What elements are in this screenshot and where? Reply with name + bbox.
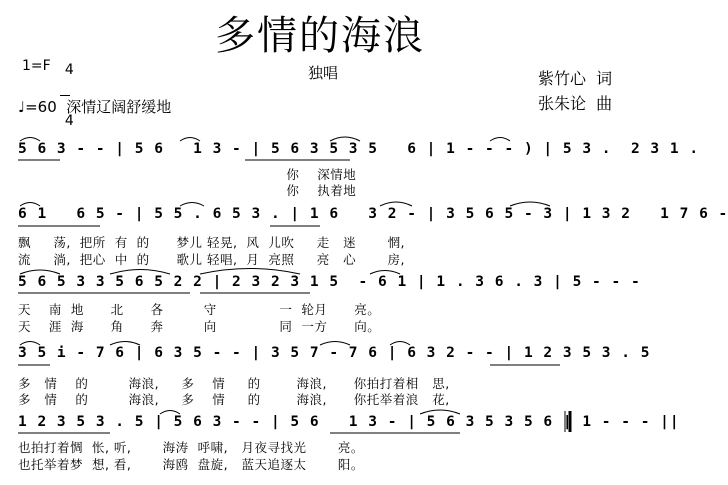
notation-line-5: 1 2 3 5 3 . 5 | 5 6 3 - - | 5 6 1 3 - | 5 6 3 5 3 5 6 | 1 - - - || (18, 414, 680, 430)
lyrics-line-3a: 天 南 地 北 各 守 一 轮月 亮。 (18, 302, 381, 317)
performance-type: 独唱 (308, 64, 339, 82)
lyricist-credit: 紫竹心 词 (538, 69, 613, 88)
tempo-value: =60 (25, 98, 57, 116)
slur-mark (110, 270, 170, 275)
notation-line-3: 5 6 5 3 3 5 6 5 2 2 | 2 3 2 3 1 5 - 6 1 | 1 . 3 6 . 3 | 5 - - - (18, 274, 641, 290)
lyrics-line-3b: 天 涯 海 角 奔 向 同 一方 向。 (18, 319, 381, 334)
lyrics-line-4b: 多 情 的 海浪, 多 情 的 海浪, 你托举着浪 花, (18, 392, 450, 407)
lyrics-line-1a: 你 深情地 (18, 167, 357, 182)
slur-mark (510, 202, 550, 206)
lyrics-line-1b: 你 执着地 (18, 183, 357, 198)
notation-line-2: 6 1 6 5 - | 5 5 . 6 5 3 . | 1 6 3 2 - | 3 5 6 5 - 3 | 1 3 2 1 7 6 - (18, 206, 728, 222)
lyrics-line-5b: 也托举着梦 想, 看, 海鸥 盘旋, 蓝天追逐太 阳。 (18, 457, 364, 472)
composer-credit: 张朱论 曲 (538, 94, 613, 113)
slur-mark (380, 202, 412, 206)
slur-mark (180, 203, 204, 207)
slur-mark (20, 270, 60, 274)
key-signature: 1=F (22, 58, 51, 74)
slur-mark (180, 138, 200, 142)
slur-mark (20, 342, 40, 346)
lyrics-line-2a: 飘 荡, 把所 有 的 梦儿 轻晃, 风 儿吹 走 迷 惘, (18, 235, 405, 250)
slur-mark (110, 342, 140, 346)
slur-mark (370, 271, 400, 275)
tempo-text: 深情辽阔舒缓地 (66, 98, 172, 116)
notation-line-1: 5 6 3 - - | 5 6 1 3 - | 5 6 3 5 3 5 6 | 1 - - - ) | 5 3 . 2 3 1 . (18, 141, 700, 157)
slur-mark (20, 203, 40, 207)
notation-line-4: 3 5 i - 7 6 | 6 3 5 - - | 3 5 7 - 7 6 | 6 3 2 - - | 1 2 3 5 3 . 5 (18, 345, 651, 361)
slur-mark (420, 410, 460, 414)
lyrics-line-2b: 流 淌, 把心 中 的 歌儿 轻唱, 月 亮照 亮 心 房, (18, 252, 405, 267)
lyrics-line-5a: 也拍打着惆 怅, 听, 海涛 呼啸, 月夜寻找光 亮。 (18, 440, 364, 455)
slur-mark (330, 137, 360, 141)
slur-mark (490, 138, 510, 142)
slur-mark (200, 269, 300, 275)
quarter-note-icon: ♩ (18, 98, 26, 116)
lyrics-line-4a: 多 情 的 海浪, 多 情 的 海浪, 你拍打着相 思, (18, 376, 450, 391)
slur-mark (160, 411, 180, 415)
song-title: 多情的海浪 (215, 13, 425, 59)
slur-mark (20, 138, 40, 142)
slur-mark (320, 342, 350, 346)
slur-mark (390, 342, 410, 346)
time-top: 4 (64, 62, 74, 78)
time-bottom: 4 (64, 113, 74, 129)
